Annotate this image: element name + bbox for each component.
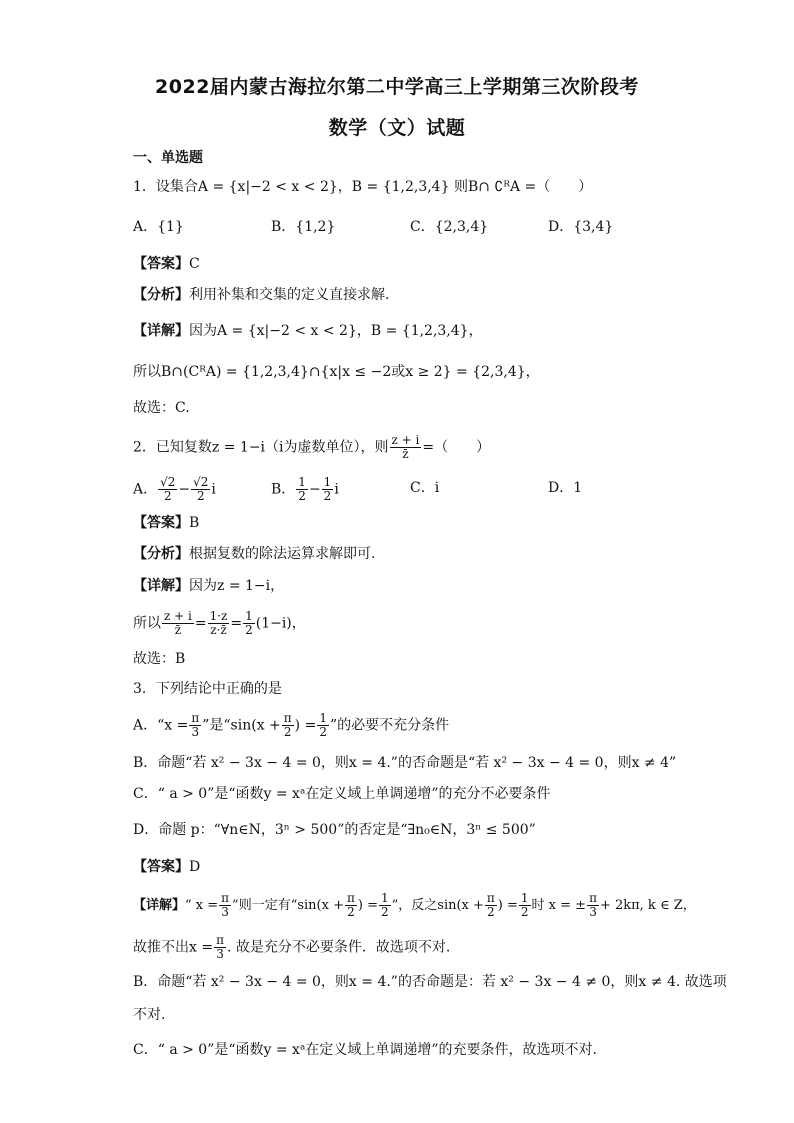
answer-tag: 【答案】 (133, 256, 189, 272)
detail-prefix: 所以 (133, 615, 161, 632)
q3-option-b: B．命题“若 x² − 3x − 4 = 0，则x = 4.”的否命题是“若 x² − 3x − 4 = 0，则x ≠ 4” (133, 755, 677, 771)
fraction-numerator: π (221, 891, 230, 905)
detail-text: 因为A = {x|−2 < x < 2}，B = {1,2,3,4}， (189, 323, 483, 339)
answer-tag: 【答案】 (133, 515, 189, 531)
q3-option-c: C．“ a > 0”是“函数y = xᵃ在定义域上单调递增”的充分不必要条件 (133, 786, 551, 802)
option-label: A． (133, 481, 158, 498)
q2-answer (133, 513, 199, 533)
detail-tag: 【详解】 (133, 323, 189, 339)
q3-option-d: D．命题 p：“∀n∈N，3ⁿ > 500”的否定是“∃n₀∈N，3ⁿ ≤ 500” (133, 822, 536, 838)
fraction-numerator: π (346, 891, 355, 905)
q3-detail-line5: C．“ a > 0”是“函数y = xᵃ在定义域上单调递增”的充要条件，故选项不对. (133, 1042, 597, 1058)
option-label: A．“x = (133, 717, 189, 734)
operator: − (178, 481, 191, 498)
option-text: ”是“sin(x + (202, 717, 281, 734)
fraction-numerator: 1 (380, 891, 389, 905)
fraction-denominator: 2 (323, 489, 332, 503)
q2-stem-text: 2．已知复数z = 1−i（i为虚数单位），则 (133, 439, 389, 456)
detail-text: 时 x = ± (531, 898, 587, 913)
q2-stem-fraction (390, 434, 422, 461)
analysis-text: 利用补集和交集的定义直接求解. (189, 287, 390, 303)
fraction (485, 892, 497, 919)
q1-option-a: A．{1} (133, 219, 184, 235)
analysis-tag: 【分析】 (133, 546, 189, 562)
q3-detail-line2 (133, 934, 450, 961)
fraction (282, 712, 294, 739)
fraction (243, 610, 255, 637)
answer-value: B (189, 515, 200, 531)
fraction-numerator: √2 (160, 475, 176, 489)
analysis-text: 根据复数的除法运算求解即可. (189, 546, 376, 562)
q1-option-d: D．{3,4} (548, 219, 614, 235)
q1-answer (133, 254, 200, 274)
fraction-denominator: 2 (283, 725, 292, 739)
detail-text: 因为z = 1−i， (189, 578, 285, 594)
fraction-numerator: 1 (245, 609, 253, 623)
q3-stem: 3．下列结论中正确的是 (133, 681, 282, 697)
doc-title: 2022届内蒙古海拉尔第二中学高三上学期第三次阶段考 (155, 76, 639, 98)
fraction (219, 892, 231, 919)
fraction (296, 476, 308, 503)
option-suffix: i (211, 481, 216, 498)
q2-analysis (133, 544, 375, 564)
fraction-denominator: 2 (319, 725, 327, 739)
analysis-tag: 【分析】 (133, 287, 189, 303)
fraction-denominator: 3 (589, 905, 597, 919)
detail-tag: 【详解】 (133, 578, 189, 594)
fraction-denominator: z·z̄ (210, 623, 227, 637)
operator: = (194, 615, 207, 632)
fraction-denominator: 2 (487, 905, 495, 919)
fraction-denominator: 2 (196, 489, 205, 503)
fraction (191, 476, 210, 503)
q3-detail (133, 892, 696, 919)
fraction-denominator: 3 (221, 905, 229, 919)
option-text: ) = (294, 717, 317, 734)
fraction (322, 476, 334, 503)
fraction-numerator: 1 (319, 711, 327, 725)
option-text: ”的必要不充分条件 (329, 717, 450, 734)
fraction-denominator: 2 (380, 905, 389, 919)
q2-option-a (133, 476, 216, 503)
fraction-denominator: 2 (245, 623, 253, 637)
q3-option-a (133, 712, 449, 739)
detail-text: ) = (497, 898, 518, 913)
fraction-denominator: 3 (191, 725, 200, 739)
fraction (189, 712, 201, 739)
q1-detail-line2: 所以B∩(CᴿA) = {1,2,3,4}∩{x|x ≤ −2或x ≥ 2} = {2,3,4}， (133, 364, 540, 380)
detail-text: “ x = (185, 898, 219, 913)
q2-option-b (271, 476, 339, 503)
q1-analysis (133, 285, 389, 305)
fraction (587, 892, 599, 919)
q3-detail-line4: 不对. (133, 1007, 166, 1023)
q3-answer (133, 857, 200, 877)
q1-detail-line3: 故选：C. (133, 400, 190, 416)
q1-stem: 1．设集合A = {x|−2 < x < 2}，B = {1,2,3,4} 则B∩ ∁ᴿA =（ ） (133, 179, 593, 195)
q2-option-c: C．i (410, 480, 440, 496)
q1-option-c: C．{2,3,4} (410, 219, 489, 235)
operator: = (230, 615, 243, 632)
option-label: B． (271, 481, 296, 498)
fraction (214, 934, 226, 961)
detail-text: + 2kπ, k ∈ Z， (599, 898, 696, 913)
fraction-denominator: 2 (163, 489, 172, 503)
detail-tag: 【详解】 (133, 898, 186, 913)
detail-text: ”，反之sin(x + (391, 898, 484, 913)
fraction (519, 892, 531, 919)
answer-value: C (189, 256, 200, 272)
detail-text: 故推不出x = (133, 939, 214, 956)
fraction (345, 892, 357, 919)
fraction-denominator: 3 (216, 947, 224, 961)
operator: − (308, 481, 321, 498)
fraction-denominator: z̄ (174, 623, 182, 637)
detail-text: . 故是充分不必要条件．故选项不对. (226, 939, 451, 956)
detail-text: ”则一定有“sin(x + (232, 898, 344, 913)
fraction-numerator: π (283, 711, 292, 725)
detail-text: ) = (357, 898, 378, 913)
detail-suffix: (1−i)， (255, 615, 306, 632)
q2-stem (133, 434, 490, 461)
q2-detail-line2 (133, 610, 306, 637)
fraction-numerator: √2 (193, 475, 209, 489)
fraction-numerator: π (486, 891, 495, 905)
fraction-numerator: 1 (298, 475, 306, 489)
fraction-denominator: z̄ (402, 447, 409, 461)
q2-option-d: D．1 (548, 480, 583, 496)
fraction (158, 476, 177, 503)
fraction-numerator: π (191, 711, 200, 725)
fraction-numerator: 1 (520, 891, 529, 905)
fraction-denominator: 2 (520, 905, 529, 919)
fraction-numerator: 1 (323, 475, 332, 489)
fraction-denominator: 2 (347, 905, 355, 919)
doc-subtitle: 数学（文）试题 (328, 117, 466, 139)
q2-detail (133, 576, 284, 596)
fraction-denominator: 2 (298, 489, 306, 503)
q2-detail-line3: 故选：B (133, 651, 186, 667)
fraction-numerator: π (216, 933, 224, 947)
fraction-numerator: z + i (164, 609, 192, 623)
fraction (208, 610, 230, 637)
fraction-numerator: 1·z (209, 609, 228, 623)
q1-option-b: B．{1,2} (271, 219, 336, 235)
fraction-numerator: z + i (391, 433, 420, 447)
q3-detail-line3: B．命题“若 x² − 3x − 4 = 0，则x = 4.”的否命题是：若 x² − 3x − 4 ≠ 0，则x ≠ 4. 故选项 (133, 974, 727, 990)
answer-value: D (189, 859, 201, 875)
fraction (317, 712, 329, 739)
q1-detail (133, 321, 483, 341)
answer-tag: 【答案】 (133, 859, 189, 875)
fraction (162, 610, 194, 637)
fraction-numerator: π (589, 891, 597, 905)
option-suffix: i (334, 481, 339, 498)
section-heading: 一、单选题 (133, 150, 203, 166)
q2-stem-end: =（ ） (422, 439, 491, 456)
fraction (379, 892, 391, 919)
